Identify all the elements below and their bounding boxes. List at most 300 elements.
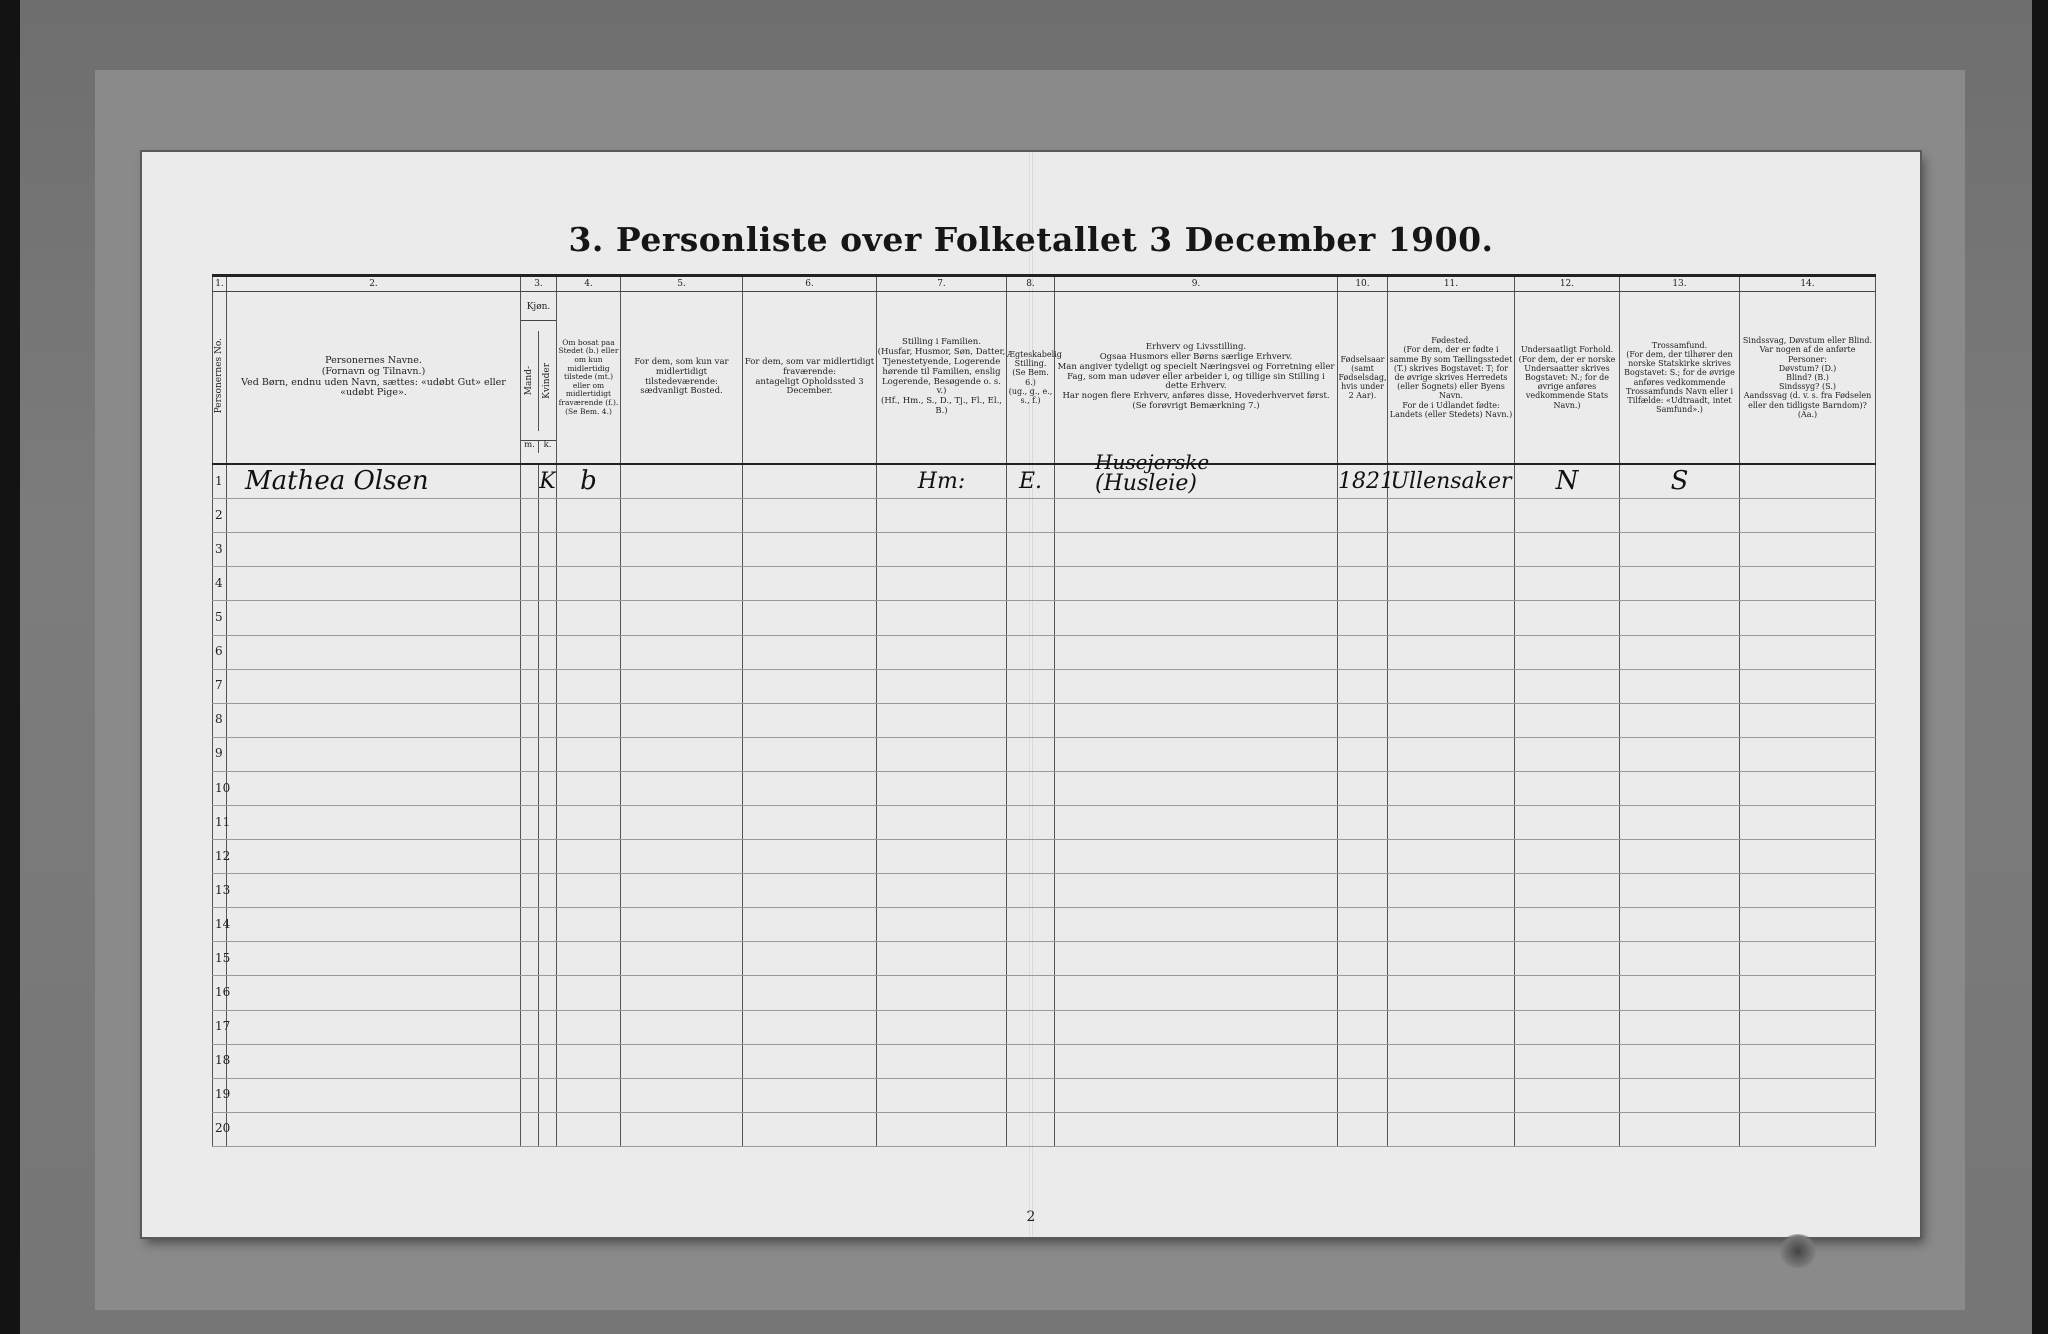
family-position-cell [877,669,1007,703]
name-cell [227,601,521,635]
colnum-5: 5. [621,276,743,292]
header-marital-status: Ægteskabelig Stilling. (Se Bem. 6.) (ug., g., e., s., f.) [1007,292,1055,465]
birthplace-cell [1388,1112,1515,1146]
table-row [213,771,1876,805]
family-position-cell [877,1112,1007,1146]
disability-cell [1740,1010,1876,1044]
disability-cell [1740,1078,1876,1112]
disability-cell [1740,567,1876,601]
birthplace-cell [1388,567,1515,601]
female-cell [539,1010,557,1044]
marital-status-cell [1007,703,1055,737]
female-cell [539,533,557,567]
temporary-location-cell [743,942,877,976]
birthplace-cell [1388,840,1515,874]
marital-status-cell [1007,635,1055,669]
name-cell-text [227,500,245,530]
column-description-row [213,292,1876,465]
occupation-cell [1055,450,1338,499]
religion-cell [1620,737,1740,771]
citizenship-cell [1515,601,1620,635]
religion-cell [1620,533,1740,567]
occupation-cell [1055,840,1338,874]
temporary-location-cell [743,976,877,1010]
usual-residence-cell [621,1010,743,1044]
usual-residence-cell [621,806,743,840]
female-cell [539,1112,557,1146]
header-residence: Om bosat paa Stedet (b.) eller om kun midlertidig tilstede (mt.) eller om midlertidigt fraværende (f.). (Se Bem. 4.) [557,292,621,465]
residence-cell [557,840,621,874]
occupation-cell [1055,601,1338,635]
family-position-cell [877,703,1007,737]
marital-status-cell [1007,840,1055,874]
name-cell [227,669,521,703]
marital-status-cell [1007,601,1055,635]
disability-cell [1740,771,1876,805]
name-cell-text [227,773,245,803]
row-number: 17 [213,1010,227,1044]
name-cell-text [227,841,245,871]
family-position-cell [877,1044,1007,1078]
marital-status-cell [1007,464,1055,499]
usual-residence-cell [621,533,743,567]
table-row [213,1112,1876,1146]
birth-year-cell [1338,464,1394,499]
temporary-location-cell [743,840,877,874]
name-cell [227,840,521,874]
birthplace-cell [1388,806,1515,840]
birth-year-cell [1338,908,1388,942]
citizenship-cell [1515,464,1620,499]
usual-residence-cell [621,771,743,805]
table-row [213,635,1876,669]
name-cell [227,976,521,1010]
header-disability: Sindssvag, Døvstum eller Blind. Var nogen af de anførte Personer: Døvstum? (D.) Blind? (B.) Sindssyg? (S.) Aandssvag (d. v. s. fra Fødselen eller den tidligste Barndom)? (Aa.) [1740,292,1876,465]
residence-cell [557,908,621,942]
religion-cell [1620,635,1740,669]
female-cell [539,1078,557,1112]
birthplace-cell [1388,737,1515,771]
male-cell [521,1112,539,1146]
header-gender-k: k. [543,440,552,451]
citizenship-cell [1515,703,1620,737]
name-cell [227,1044,521,1078]
citizenship-cell [1515,874,1620,908]
residence-cell [557,1044,621,1078]
family-position-cell [877,806,1007,840]
family-position-cell [877,908,1007,942]
male-cell [521,635,539,669]
family-position-cell [877,499,1007,533]
male-cell [521,771,539,805]
row-number: 5 [213,601,227,635]
row-number: 14 [213,908,227,942]
birth-year-cell [1338,1112,1388,1146]
marital-status-cell [1007,737,1055,771]
temporary-location-cell [743,1078,877,1112]
female-cell [539,874,557,908]
occupation-cell [1055,771,1338,805]
residence-cell [557,464,621,499]
row-number: 9 [213,737,227,771]
temporary-location-cell [743,806,877,840]
row-number: 12 [213,840,227,874]
female-cell [539,669,557,703]
page-number: 2 [1026,1209,1036,1225]
religion-cell [1620,976,1740,1010]
row-number: 16 [213,976,227,1010]
religion-cell-text: S [1670,465,1689,496]
name-cell [227,635,521,669]
religion-cell [1620,840,1740,874]
name-cell [227,771,521,805]
birth-year-cell [1338,533,1388,567]
birth-year-cell [1338,737,1388,771]
citizenship-cell [1515,942,1620,976]
table-row [213,567,1876,601]
female-cell [539,703,557,737]
occupation-cell [1055,1044,1338,1078]
residence-cell [557,1078,621,1112]
table-row [213,1044,1876,1078]
name-cell [227,806,521,840]
birthplace-cell [1388,771,1515,805]
residence-cell [557,669,621,703]
temporary-location-cell [743,1112,877,1146]
name-cell [227,1010,521,1044]
male-cell [521,1044,539,1078]
birthplace-cell-text: Ullensaker [1390,468,1512,494]
disability-cell [1740,976,1876,1010]
birth-year-cell [1338,669,1388,703]
birth-year-cell [1338,1044,1388,1078]
header-usual-residence: For dem, som kun var midlertidigt tilstedeværende: sædvanligt Bosted. [621,292,743,465]
usual-residence-cell [621,874,743,908]
citizenship-cell [1515,976,1620,1010]
colnum-12: 12. [1515,276,1620,292]
disability-cell [1740,806,1876,840]
name-cell-text [227,1113,245,1143]
residence-cell [557,533,621,567]
name-cell [227,908,521,942]
female-cell [539,840,557,874]
disability-cell [1740,737,1876,771]
birthplace-cell [1388,1044,1515,1078]
religion-cell [1620,601,1740,635]
header-person-no: Personernes No. [213,292,227,465]
colnum-10: 10. [1338,276,1388,292]
header-birth-year: Fødselsaar (samt Fødselsdag, hvis under 2 Aar). [1338,292,1388,465]
citizenship-cell [1515,840,1620,874]
residence-cell [557,499,621,533]
birthplace-cell [1388,703,1515,737]
temporary-location-cell [743,1010,877,1044]
row-number: 13 [213,874,227,908]
marital-status-cell [1007,976,1055,1010]
citizenship-cell [1515,737,1620,771]
family-position-cell [877,737,1007,771]
row-number: 7 [213,669,227,703]
marital-status-cell [1007,499,1055,533]
table-row [213,464,1876,499]
row-number: 8 [213,703,227,737]
header-name: Personernes Navne. (Fornavn og Tilnavn.) Ved Børn, endnu uden Navn, sættes: «udøbt Gut» eller «udøbt Pige». [227,292,521,465]
occupation-cell [1055,703,1338,737]
column-number-row [213,276,1876,292]
disability-cell [1740,874,1876,908]
table-row [213,669,1876,703]
citizenship-cell [1515,499,1620,533]
disability-cell [1740,840,1876,874]
occupation-cell [1055,942,1338,976]
birthplace-cell [1388,601,1515,635]
name-cell-text [227,534,245,564]
row-number: 11 [213,806,227,840]
name-cell [227,533,521,567]
temporary-location-cell [743,703,877,737]
religion-cell [1620,669,1740,703]
disability-cell [1740,635,1876,669]
family-position-cell [877,601,1007,635]
marital-status-cell [1007,1010,1055,1044]
marital-status-cell [1007,908,1055,942]
temporary-location-cell [743,1044,877,1078]
occupation-cell [1055,567,1338,601]
header-gender-title: Kjøn. [521,302,556,321]
header-gender-female: Kvinder [542,362,553,399]
row-number: 15 [213,942,227,976]
residence-cell [557,567,621,601]
colnum-14: 14. [1740,276,1876,292]
female-cell [539,499,557,533]
row-number: 19 [213,1078,227,1112]
header-family-position: Stilling i Familien. (Husfar, Husmor, Søn, Datter, Tjenestetyende, Logerende hørende til Familien, enslig Logerende, Besøgende o. s. v.) (Hf., Hm., S., D., Tj., Fl., El., B.) [877,292,1007,465]
marital-status-cell [1007,942,1055,976]
name-cell [227,874,521,908]
citizenship-cell [1515,567,1620,601]
name-cell-text [227,977,245,1007]
birthplace-cell [1388,499,1515,533]
residence-cell [557,771,621,805]
religion-cell [1620,567,1740,601]
male-cell [521,601,539,635]
residence-cell [557,737,621,771]
marital-status-cell [1007,1112,1055,1146]
header-birthplace: Fødested. (For dem, der er fødte i samme By som Tællingsstedet (T.) skrives Bogstavet: T; for de øvrige skrives Herredets (eller Sognets) eller Byens Navn. For de i Udlandet fødte: Landets (eller Stedets) Navn.) [1388,292,1515,465]
name-cell [227,464,521,499]
census-table [212,274,1876,1147]
table-row [213,533,1876,567]
birth-year-cell [1338,499,1388,533]
name-cell [227,499,521,533]
female-cell [539,737,557,771]
temporary-location-cell [743,567,877,601]
citizenship-cell [1515,1044,1620,1078]
citizenship-cell [1515,1112,1620,1146]
usual-residence-cell [621,464,743,499]
family-position-cell [877,464,1007,499]
ink-blot [1777,1234,1819,1268]
male-cell [521,703,539,737]
residence-cell [557,976,621,1010]
colnum-3: 3. [521,276,557,292]
name-cell [227,1078,521,1112]
birthplace-cell [1388,874,1515,908]
disability-cell [1740,601,1876,635]
birthplace-cell [1388,1010,1515,1044]
marital-status-cell [1007,806,1055,840]
occupation-cell [1055,635,1338,669]
citizenship-cell-text: N [1555,465,1579,496]
temporary-location-cell [743,669,877,703]
birthplace-cell [1388,942,1515,976]
name-cell-text [227,636,245,666]
residence-cell [557,703,621,737]
usual-residence-cell [621,840,743,874]
table-row [213,908,1876,942]
family-position-cell [877,874,1007,908]
religion-cell [1620,1010,1740,1044]
male-cell [521,567,539,601]
residence-cell-text: b [580,465,597,496]
colnum-7: 7. [877,276,1007,292]
disability-cell [1740,669,1876,703]
temporary-location-cell [743,635,877,669]
birthplace-cell [1388,533,1515,567]
family-position-cell [877,533,1007,567]
occupation-cell [1055,874,1338,908]
birth-year-cell [1338,1078,1388,1112]
header-citizenship: Undersaatligt Forhold. (For dem, der er norske Undersaatter skrives Bogstavet: N.; for de øvrige anføres vedkommende Stats Navn.) [1515,292,1620,465]
residence-cell [557,806,621,840]
occupation-cell [1055,669,1338,703]
male-cell [521,1010,539,1044]
female-cell [539,806,557,840]
row-number: 2 [213,499,227,533]
citizenship-cell [1515,806,1620,840]
birth-year-cell [1338,771,1388,805]
marital-status-cell [1007,874,1055,908]
name-cell-text [227,1079,245,1109]
table-row [213,1010,1876,1044]
colnum-11: 11. [1388,276,1515,292]
usual-residence-cell [621,635,743,669]
citizenship-cell [1515,635,1620,669]
residence-cell [557,1010,621,1044]
religion-cell [1620,874,1740,908]
religion-cell [1620,908,1740,942]
birth-year-cell [1338,567,1388,601]
row-number: 10 [213,771,227,805]
female-cell [539,464,557,499]
header-temporary-location: For dem, som var midlertidigt fraværende: antageligt Opholdssted 3 December. [743,292,877,465]
disability-cell [1740,703,1876,737]
temporary-location-cell [743,737,877,771]
male-cell [521,669,539,703]
birthplace-cell [1388,976,1515,1010]
family-position-cell [877,771,1007,805]
birth-year-cell [1338,703,1388,737]
citizenship-cell [1515,771,1620,805]
name-cell-text [227,1011,245,1041]
temporary-location-cell [743,464,877,499]
usual-residence-cell [621,908,743,942]
marital-status-cell [1007,1078,1055,1112]
religion-cell [1620,703,1740,737]
colnum-2: 2. [227,276,521,292]
religion-cell [1620,771,1740,805]
census-form [142,152,1920,1237]
birth-year-cell-text: 1821 [1338,468,1394,494]
usual-residence-cell [621,669,743,703]
usual-residence-cell [621,1112,743,1146]
residence-cell [557,601,621,635]
religion-cell [1620,806,1740,840]
family-position-cell [877,635,1007,669]
temporary-location-cell [743,533,877,567]
birth-year-cell [1338,601,1388,635]
male-cell [521,499,539,533]
colnum-9: 9. [1055,276,1338,292]
birth-year-cell [1338,942,1388,976]
male-cell [521,737,539,771]
row-number: 6 [213,635,227,669]
name-cell-text [227,602,245,632]
residence-cell [557,942,621,976]
name-cell-text [227,670,245,700]
citizenship-cell [1515,1078,1620,1112]
disability-cell [1740,1112,1876,1146]
temporary-location-cell [743,771,877,805]
female-cell [539,567,557,601]
header-gender-m: m. [521,441,539,453]
census-table-wrapper [212,274,1875,1147]
occupation-cell [1055,1112,1338,1146]
colnum-4: 4. [557,276,621,292]
usual-residence-cell [621,703,743,737]
usual-residence-cell [621,976,743,1010]
name-cell-text [227,943,245,973]
male-cell [521,840,539,874]
female-cell [539,976,557,1010]
colnum-1: 1. [213,276,227,292]
birthplace-cell [1388,464,1515,499]
disability-cell [1740,1044,1876,1078]
form-title: 3. Personliste over Folketallet 3 December 1900. [568,220,1494,259]
header-occupation: Erhverv og Livsstilling. Ogsaa Husmors eller Børns særlige Erhverv. Man angiver tydeligt og specielt Næringsvei og Forretning eller Fag, som man udøver eller arbeider i, og tillige sin Stilling i dette Erhverv. Har nogen flere Erhverv, anføres disse, Hovederhvervet først. (Se forøvrigt Bemærkning 7.) [1055,292,1338,465]
header-gender [521,292,557,465]
female-cell [539,601,557,635]
birthplace-cell [1388,1078,1515,1112]
family-position-cell [877,976,1007,1010]
birth-year-cell [1338,1010,1388,1044]
marital-status-cell [1007,1044,1055,1078]
name-cell [227,1112,521,1146]
occupation-cell [1055,1078,1338,1112]
temporary-location-cell [743,874,877,908]
residence-cell [557,874,621,908]
marital-status-cell-text: E. [1018,468,1043,494]
disability-cell [1740,499,1876,533]
male-cell [521,533,539,567]
religion-cell [1620,464,1740,499]
name-cell [227,567,521,601]
row-number: 4 [213,567,227,601]
religion-cell [1620,942,1740,976]
occupation-cell [1055,1010,1338,1044]
male-cell [521,908,539,942]
occupation-cell [1055,806,1338,840]
